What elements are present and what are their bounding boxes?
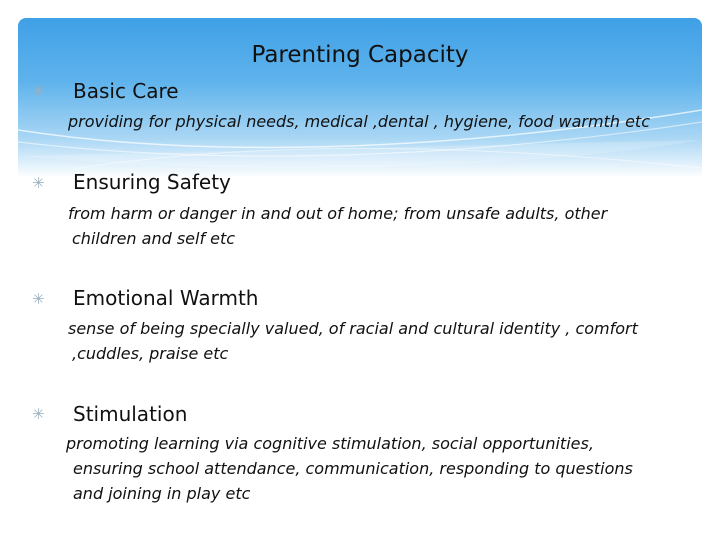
slide-title: Parenting Capacity — [251, 42, 469, 68]
desc-line: providing for physical needs, medical ,dental , hygiene, food warmth etc — [68, 112, 650, 131]
desc-line: sense of being specially valued, of racial and cultural identity , comfort — [68, 319, 638, 338]
desc-line: and joining in play etc — [73, 484, 251, 503]
desc-line: promoting learning via cognitive stimulation, social opportunities, — [66, 434, 594, 453]
item-heading-ensuring-safety: Ensuring Safety — [73, 170, 231, 194]
item-heading-emotional-warmth: Emotional Warmth — [73, 286, 259, 310]
item-desc-basic-care — [68, 109, 650, 134]
desc-line: ,cuddles, praise etc — [72, 344, 229, 363]
item-desc-emotional-warmth — [68, 316, 638, 366]
bullet-icon: ✳ — [32, 290, 45, 308]
item-desc-ensuring-safety — [68, 201, 607, 251]
bullet-icon: ✳ — [32, 82, 45, 100]
desc-line: children and self etc — [72, 229, 236, 248]
desc-line: from harm or danger in and out of home; from unsafe adults, other — [68, 204, 608, 223]
item-heading-stimulation: Stimulation — [73, 402, 188, 426]
item-desc-stimulation — [66, 431, 633, 506]
bullet-icon: ✳ — [32, 174, 45, 192]
item-heading-basic-care: Basic Care — [73, 79, 179, 103]
bullet-icon: ✳ — [32, 405, 45, 423]
desc-line: ensuring school attendance, communication, responding to questions — [73, 459, 633, 478]
